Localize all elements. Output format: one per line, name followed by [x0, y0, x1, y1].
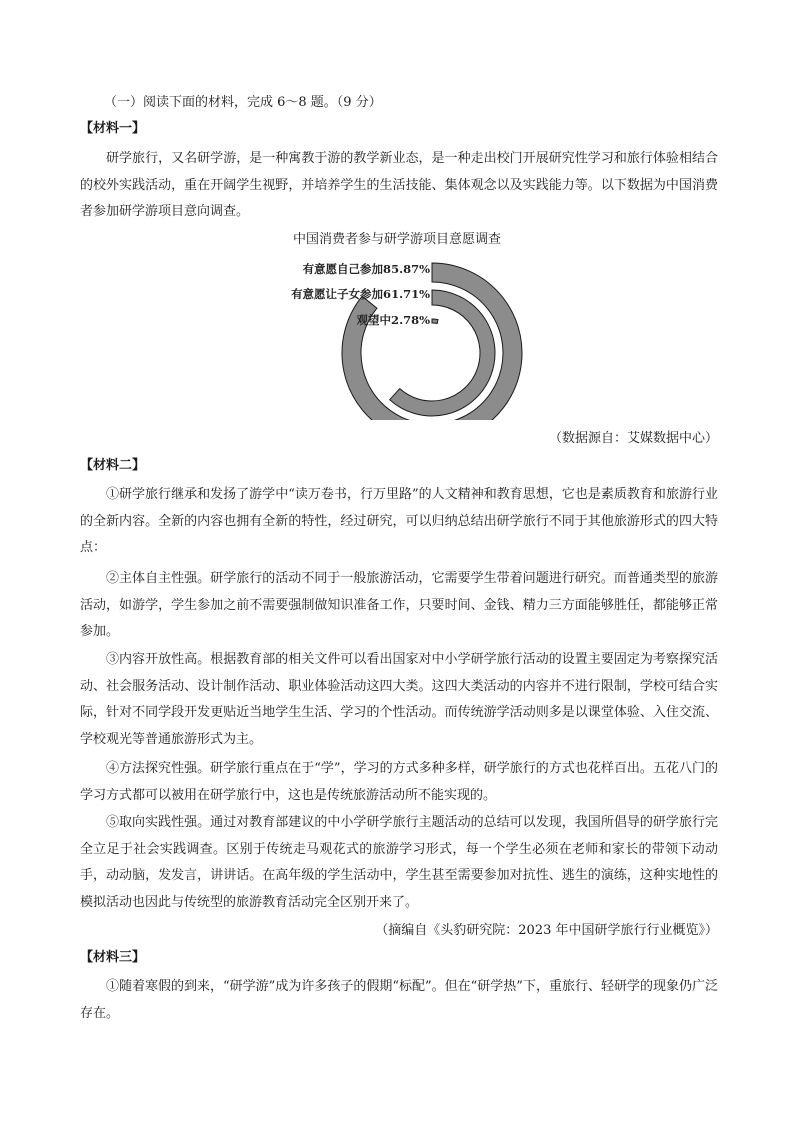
material2-heading: 【材料二】: [80, 458, 146, 473]
arc-wait-and-see: [432, 319, 438, 323]
chart-source: （数据源自：艾媒数据中心）: [548, 431, 718, 446]
material2-paragraph-2: ②主体自主性强。研学旅行的活动不同于一般旅游活动，它需要学生带着问题进行研究。而普通类型的旅游活动，如游学，学生参加之前不需要强制做知识准备工作，只要时间、金钱、精力三方面能够胜任，都能够正常参加。: [80, 571, 718, 639]
chart-title: 中国消费者参与研学游项目意愿调查: [292, 232, 501, 247]
material2-paragraph-3: ③内容开放性高。根据教育部的相关文件可以看出国家对中小学研学旅行活动的设置主要固定为考察探究活动、社会服务活动、设计制作活动、职业体验活动这四大类。这四大类活动的内容并不进行限制，学校可结合实际，针对不同学段开发更贴近当地学生生活、学习的个性活动。而传统游学活动则多是以课堂体验、入住交流、学校观光等普通旅游形式为主。: [80, 652, 718, 747]
label-children-participate: 有意愿让子女参加61.71%: [291, 287, 430, 301]
material3-heading: 【材料三】: [80, 950, 146, 965]
material3-paragraph: ①随着寒假的到来，“研学游”成为许多孩子的假期“标配”。但在“研学热”下，重旅行、轻研学的现象仍广泛存在。: [80, 979, 718, 1021]
material2-paragraph-1: ①研学旅行继承和发扬了游学中“读万卷书，行万里路”的人文精神和教育思想，它也是素质教育和旅游行业的全新内容。全新的内容也拥有全新的特性，经过研究，可以归纳总结出研学旅行不同于其他旅游形式的四大特点：: [80, 487, 718, 555]
section-title: （一）阅读下面的材料，完成 6～8 题。（9 分）: [104, 95, 382, 110]
material2-source: （摘编自《头豹研究院：2023 年中国研学旅行行业概览》）: [375, 923, 718, 938]
label-self-participate: 有意愿自己参加85.87%: [302, 262, 430, 276]
label-wait-and-see: 观望中2.78%: [356, 313, 430, 327]
material2-paragraph-4: ④方法探究性强。研学旅行重点在于“学”，学习的方式多种多样，研学旅行的方式也花样百出。五花八门的学习方式都可以被用在研学旅行中，这也是传统旅游活动所不能实现的。: [80, 761, 718, 803]
material1-paragraph: 研学旅行，又名研学游，是一种寓教于游的教学新业态，是一种走出校门开展研究性学习和旅行体验相结合的校外实践活动，重在开阔学生视野，并培养学生的生活技能、集体观念以及实践能力等。以下数据为中国消费者参加研学游项目意向调查。: [80, 151, 718, 219]
material1-heading: 【材料一】: [80, 121, 146, 136]
radial-bar-chart: [260, 250, 550, 420]
arc-children-participate: [390, 290, 495, 416]
material2-paragraph-5: ⑤取向实践性强。通过对教育部建议的中小学研学旅行主题活动的总结可以发现，我国所倡导的研学旅行完全立足于社会实践调查。区别于传统走马观花式的旅游学习形式，每一个学生必须在老师和家长的带领下动动手，动动脑，发发言，讲讲话。在高年级的学生活动中，学生甚至需要参加对抗性、逃生的演练，这种实地性的模拟活动也因此与传统型的旅游教育活动完全区别开来了。: [80, 815, 718, 910]
